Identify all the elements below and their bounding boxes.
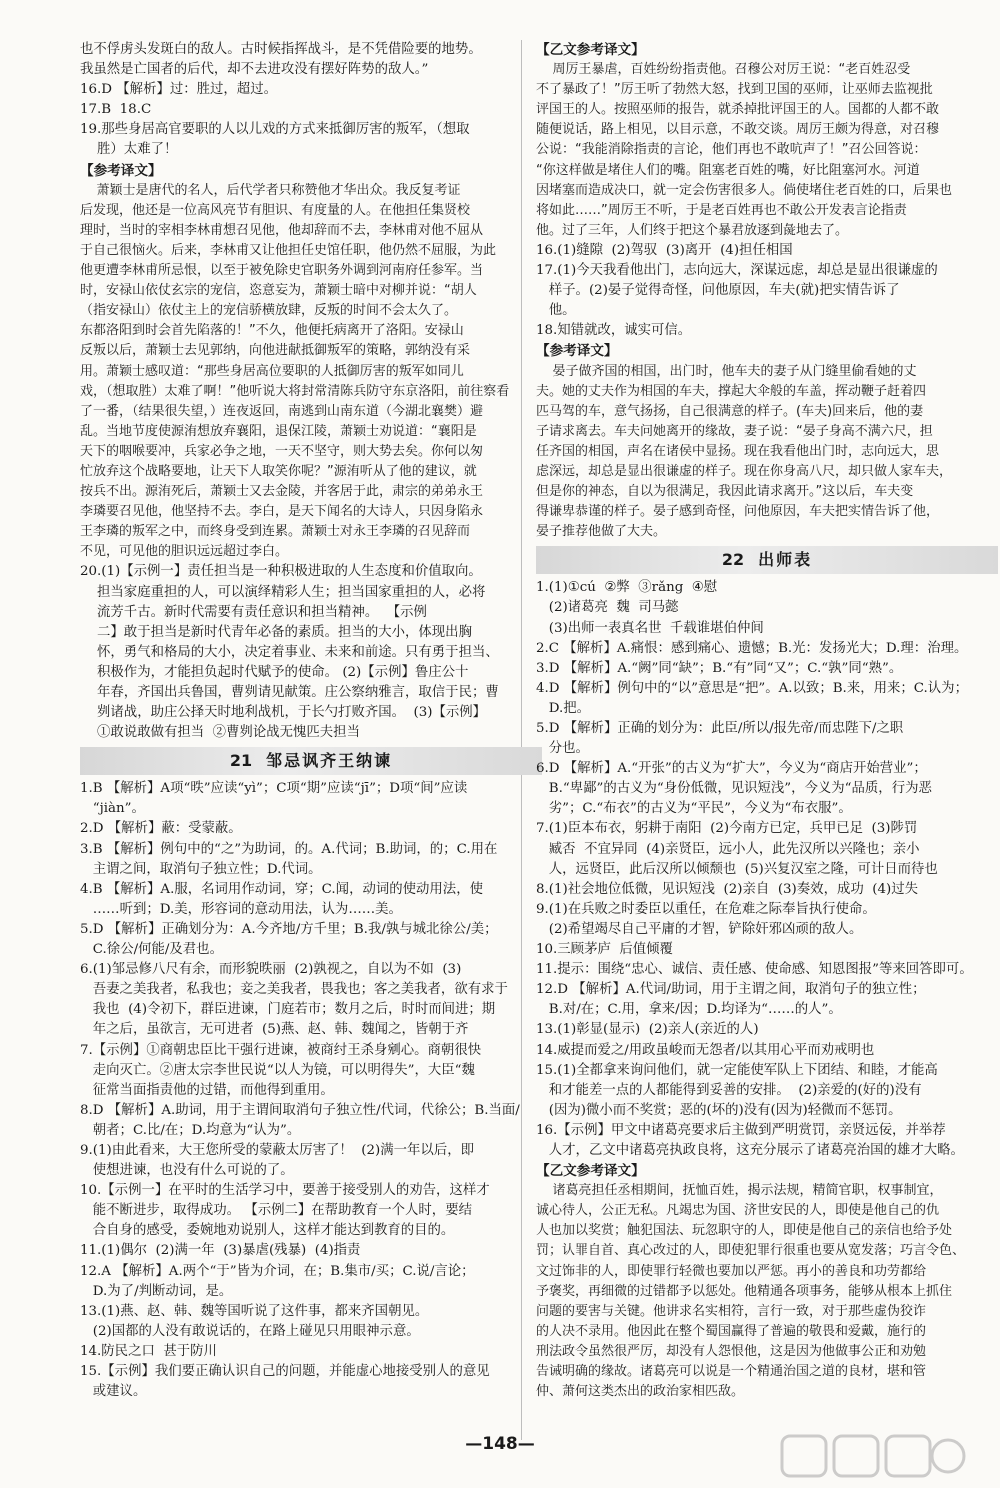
s21-answer-14: 14.防民之口 甚于防川 <box>80 1343 217 1359</box>
s22-answer-15: 15.(1)全都拿来询问他们，就一定能使军队上下团结、和睦，才能高 和才能差一点的人都能得到妥善的安排。 (2)亲爱的(好的)没有 (因为)微小而不奖赏；恶的(坏的)没有(因为)轻微而不惩罚。 <box>536 1062 938 1118</box>
section-title: 出师表 <box>758 550 813 570</box>
answer-16-right: 16.(1)缝隙 (2)驾驭 (3)离开 (4)担任相国 <box>536 242 793 258</box>
s22-answer-16: 16.【示例】甲文中诸葛亮要求后主做到严明赏罚，亲贤远佞，并举荐 人才，乙文中诸葛亮执政良将，这充分展示了诸葛亮治国的雄才大略。 <box>536 1122 964 1158</box>
s22-answer-2: 2.C 【解析】A.痛恨：感到痛心、遗憾；B.光：发扬光大；D.理：治理。 <box>536 640 968 656</box>
s21-answer-6: 6.(1)邹忌修八尺有余，而形貌昳丽 (2)孰视之，自以为不如 (3) 吾妻之美我者，私我也；妾之美我者，畏我也；客之美我者，欲有求于 我也 (4)令初下，群臣进谏，门庭若市；数月之后，时时而间进；期 年之后，虽欲言，无可进者 (5)燕、赵、韩、魏闻之，皆朝于齐 <box>80 962 508 1038</box>
s22-answer-13: 13.(1)彰显(显示) (2)亲人(亲近的人) <box>536 1022 759 1038</box>
s22-answer-8: 8.(1)社会地位低微，见识短浅 (2)亲自 (3)奏效，成功 (4)过失 <box>536 881 918 897</box>
s22-answer-5: 5.D 【解析】正确的划分为：此臣/所以/报先帝/而忠陛下/之职 分也。 <box>536 721 904 757</box>
s22-answer-4: 4.D 【解析】例句中的“以”意思是“把”。A.以致；B.来，用来；C.认为； D.把。 <box>536 680 968 716</box>
s22-answer-9: 9.(1)在兵败之时委臣以重任，在危难之际奉旨执行使命。 (2)希望竭尽自己平庸的才智，铲除奸邪凶顽的敌人。 <box>536 901 876 937</box>
section-21-banner <box>80 747 542 775</box>
s22-answer-3: 3.D 【解析】A.“阙”同“缺”；B.“有”同“又”；C.“孰”同“熟”。 <box>536 660 903 676</box>
section-title: 邹忌讽齐王纳谏 <box>266 751 393 771</box>
b-text-translation: 周厉王暴虐，百姓纷纷指责他。召穆公对厉王说：“老百姓忍受 不了暴政了！”厉王听了勃然大怒，找到卫国的巫师，让巫师去监视批 评国王的人。按照巫师的报告，就杀掉批评国王的人。国都的人都不敢 随便说话，路上相见，以目示意，不敢交谈。周厉王颇为得意，对召穆 公说：“我能消除指责的言论，他们再也不敢吭声了！”召公回答说： “你这样做是堵住人们的嘴。阻塞老百姓的嘴，好比阻塞河水。河道 因堵塞而造成决口，就一定会伤害很多人。倘使堵住老百姓的口，后果也 将如此……”周厉王不听，于是老百姓再也不敢公开发表言论指责 他。过了三年，人们终于把这个暴君放逐到彘地去了。 <box>536 62 953 238</box>
carryover-text: 也不俘虏头发斑白的敌人。古时候指挥战斗，是不凭借险要的地势。 我虽然是亡国者的后代，却不去进攻没有摆好阵势的敌人。” <box>80 42 482 78</box>
s21-answer-4: 4.B 【解析】A.服，名词用作动词，穿；C.闻，动词的使动用法，使 ……听到；D.美，形容词的意动用法，认为……美。 <box>80 881 483 917</box>
s21-answer-1: 1.B 【解析】A项“昳”应读“yì”；C项“期”应读“jī”；D项“间”应读 “jiàn”。 <box>80 781 468 817</box>
s21-answer-5: 5.D 【解析】正确划分为：A.今齐地/方千里；B.我/孰与城北徐公/美； C.徐公/何能/及君也。 <box>80 921 498 958</box>
page-number: —148— <box>465 1434 535 1454</box>
s22-answer-7: 7.(1)臣本布衣，躬耕于南阳 (2)今南方已定，兵甲已足 (3)陟罚 臧否 不宜异同 (4)亲贤臣，远小人，此先汉所以兴隆也；亲小 人，远贤臣，此后汉所以倾颓也 (5)兴复汉室之隆，可计日而待也 <box>536 821 938 877</box>
reference-translation-heading: 【参考译文】 <box>80 162 162 179</box>
answer-16: 16.D 【解析】过：胜过，超过。 <box>80 82 277 98</box>
watermark-logo-icon <box>780 1432 970 1482</box>
s22-answer-12: 12.D 【解析】A.代词/助词，用于主谓之间，取消句子的独立性； B.对/在；C.用，拿来/因；D.均译为“……的人”。 <box>536 982 926 1018</box>
reference-translation-text: 萧颖士是唐代的名人，后代学者只称赞他才华出众。我反复考证 后发现，他还是一位高风亮节有胆识、有度量的人。在他担任集贤校 理时，当时的宰相李林甫想召见他，他却辞而不去，李林甫对他不屈从 于自己很恼火。后来，李林甫又让他担任史馆任职，他仍然不屈服，为此 他更遭李林甫所忌恨，以至于被免除史官职务外调到河南府任参军。当 时，安禄山依仗玄宗的宠信，恣意妄为，萧颖士暗中对柳并说：“胡人 （指安禄山）依仗主上的宠信骄横放肆，反叛的时间不会太久了。 东都洛阳到时会首先陷落的！”不久，他便托病离开了洛阳。安禄山 反叛以后，萧颖士去见郭纳，向他进献抵御叛军的策略，郭纳没有采 用。萧颖士感叹道：“那些身居高位要职的人抵御厉害的叛军如同儿 戏，（想取胜）太难了啊！”他听说大将封常清陈兵防守东京洛阳，前往察看 了一番，（结果很失望，）连夜返回，南逃到山南东道（今湖北襄樊）避 乱。当地节度使源洧想放弃襄阳，退保江陵，萧颖士劝说道：“襄阳是 天下的咽喉要冲，兵家必争之地，一天不坚守，则大势去矣。你何以匆 忙放弃这个战略要地，让天下人取笑你呢？”源洧听从了他的建议，就 按兵不出。源洧死后，萧颖士又去金陵，并客居于此，肃宗的弟弟永王 李璘要召见他，他坚持不去。李白，是天下闻名的大诗人，只因身陷永 王李璘的叛军之中，而终身受到连累。萧颖士对永王李璘的召见辞而 不见，可见他的胆识远远超过李白。 <box>80 182 510 560</box>
s22-answer-10: 10.三顾茅庐 后值倾覆 <box>536 942 673 958</box>
section-22-banner <box>536 546 998 574</box>
s21-answer-12: 12.A 【解析】A.两个“于”皆为介词，在；B.集市/买；C.说/言论； D.为了/判断动词，是。 <box>80 1263 475 1299</box>
s21-answer-3: 3.B 【解析】例句中的“之”为助词，的。A.代词；B.助词，的；C.用在 主谓之间，取消句子独立性；D.代词。 <box>80 841 498 877</box>
s21-answer-11: 11.(1)偶尔 (2)满一年 (3)暴虐(残暴) (4)指责 <box>80 1243 361 1259</box>
s21-answer-13: 13.(1)燕、赵、韩、魏等国听说了这件事，都来齐国朝见。 (2)国都的人没有敢说话的，在路上碰见只用眼神示意。 <box>80 1303 429 1339</box>
answer-17-right: 17.(1)今天我看他出门，志向远大，深谋远虑，却总是显出很谦虚的 样子。(2)晏子觉得奇怪，问他原因，车夫(就)把实情告诉了 他。 <box>536 263 938 319</box>
section-number: 21 <box>229 751 253 771</box>
s21-answer-8: 8.D 【解析】A.助词，用于主谓间取消句子独立性/代词，代徐公；B.当面/ 朝者；C.比/在；D.均意为“认为”。 <box>80 1102 520 1138</box>
b-text-translation-heading-2: 【乙文参考译文】 <box>536 1163 645 1180</box>
answer-20: 20.(1)【示例一】责任担当是一种积极进取的人生态度和价值取向。 担当家庭重担的人，可以演绎精彩人生；担当国家重担的人，必将 流芳千古。新时代需要有责任意识和担当精神。 【示例 二】敢于担当是新时代青年必备的素质。担当的大小，体现出胸 怀，勇气和格局的大小，决定着事业、未来和前途。只有勇于担当、 积极作为，才能担负起时代赋予的使命。 (2)【示例】鲁庄公十 年春，齐国出兵鲁国，曹刿请见献策。庄公察纳雅言，取信于民；曹 刿诸战，助庄公择天时地利战机，于长勺打败齐国。 (3)【示例】 ①敢说敢做有担当 ②曹刿论战无愧匹夫担当 <box>80 564 499 741</box>
s22-answer-11: 11.提示：围绕“忠心、诚信、责任感、使命感、知恩图报”等来回答即可。 <box>536 962 973 978</box>
answer-19: 19.那些身居高官要职的人以儿戏的方式来抵御厉害的叛军，（想取 胜）太难了！ <box>80 122 470 158</box>
right-column <box>536 40 998 1402</box>
b-text-translation-heading: 【乙文参考译文】 <box>536 42 645 58</box>
s22-answer-6: 6.D 【解析】A.“开张”的古义为“扩大”，今义为“商店开始营业”； B.“卑鄙”的古义为“身份低微，见识短浅”，今义为“品质，行为恶 劣”；C.“布衣”的古义为“平民”，今义为“布衣服”。 <box>536 761 932 817</box>
s22-answer-1: 1.(1)①cú ②弊 ③rǎng ④慰 (2)诸葛亮 魏 司马懿 (3)出师一表真名世 千载谁堪伯仲间 <box>536 580 764 636</box>
b-text-translation-2: 诸葛亮担任丞相期间，抚恤百姓，揭示法规，精简官职，权事制宜， 诚心待人，公正无私。凡竭忠为国、济世安民的人，即使是他自己的仇 人也加以奖赏；触犯国法、玩忽职守的人，即使是他自己的亲信也给予处 罚；认罪自首、真心改过的人，即使犯罪行很重也要从宽发落；巧言令色、 文过饰非的人，即使罪行轻微也要加以严惩。再小的善良和功劳都给 予褒奖，再细微的过错都予以惩处。他精通各项事务，能够从根本上抓住 问题的要害与关键。他讲求名实相符，言行一致，对于那些虚伪狡诈 的人决不录用。他因此在整个蜀国赢得了普遍的敬畏和爱戴，施行的 刑法政令虽然很严厉，却没有人怨恨他，这是因为他做事公正和劝勉 告诫明确的缘故。诸葛亮可以说是一个精通治国之道的良材，堪和管 仲、萧何这类杰出的政治家相匹敌。 <box>536 1183 966 1400</box>
left-column <box>80 40 542 1402</box>
s21-answer-7: 7.【示例】①商朝忠臣比干强行进谏，被商纣王杀身剜心。商朝很快 走向灭亡。②唐太宗李世民说“以人为镜，可以明得失”，大臣“魏 征常当面指责他的过错，而他得到重用。 <box>80 1042 482 1098</box>
reference-translation-text-right: 晏子做齐国的相国，出门时，他车夫的妻子从门缝里偷看她的丈 夫。她的丈夫作为相国的车夫，撑起大伞般的车盖，挥动鞭子赶着四 匹马驾的车，意气扬扬，自己很满意的样子。(车夫)回来后，他的妻 子请求离去。车夫问她离开的缘故，妻子说：“晏子身高不满六尺，担 任齐国的相国，声名在诸侯中显扬。现在我看他出门时，志向远大，思 虑深远，却总是显出很谦虚的样子。现在你身高八尺，却只做人家车夫， 但是你的神态，自以为很满足，我因此请求离开。”这以后，车夫变 得谦卑恭谨的样子。晏子感到奇怪，问他原因，车夫把实情告诉了他， 晏子推荐他做了大夫。 <box>536 363 953 540</box>
s21-answer-15: 15.【示例】我们要正确认识自己的问题，并能虚心地接受别人的意见 或建议。 <box>80 1364 490 1400</box>
answer-17-18: 17.B 18.C <box>80 102 152 118</box>
s21-answer-9: 9.(1)由此看来，大王您所受的蒙蔽太厉害了！ (2)满一年以后，即 使想进谏，也没有什么可说的了。 <box>80 1142 474 1179</box>
s21-answer-2: 2.D 【解析】蔽：受蒙蔽。 <box>80 821 242 837</box>
answer-18-right: 18.知错就改，诚实可信。 <box>536 323 692 339</box>
section-number: 22 <box>721 550 745 570</box>
reference-translation-heading-right: 【参考译文】 <box>536 343 618 360</box>
s22-answer-14: 14.威提而爱之/用政虽峻而无怨者/以其用心平而劝戒明也 <box>536 1042 875 1058</box>
s21-answer-10: 10.【示例一】在平时的生活学习中，要善于接受别人的劝告，这样才 能不断进步，取得成功。 【示例二】在帮助教育一个人时，要结 合自身的感受，委婉地劝说别人，这样才能达到教育的目的。 <box>80 1183 490 1239</box>
